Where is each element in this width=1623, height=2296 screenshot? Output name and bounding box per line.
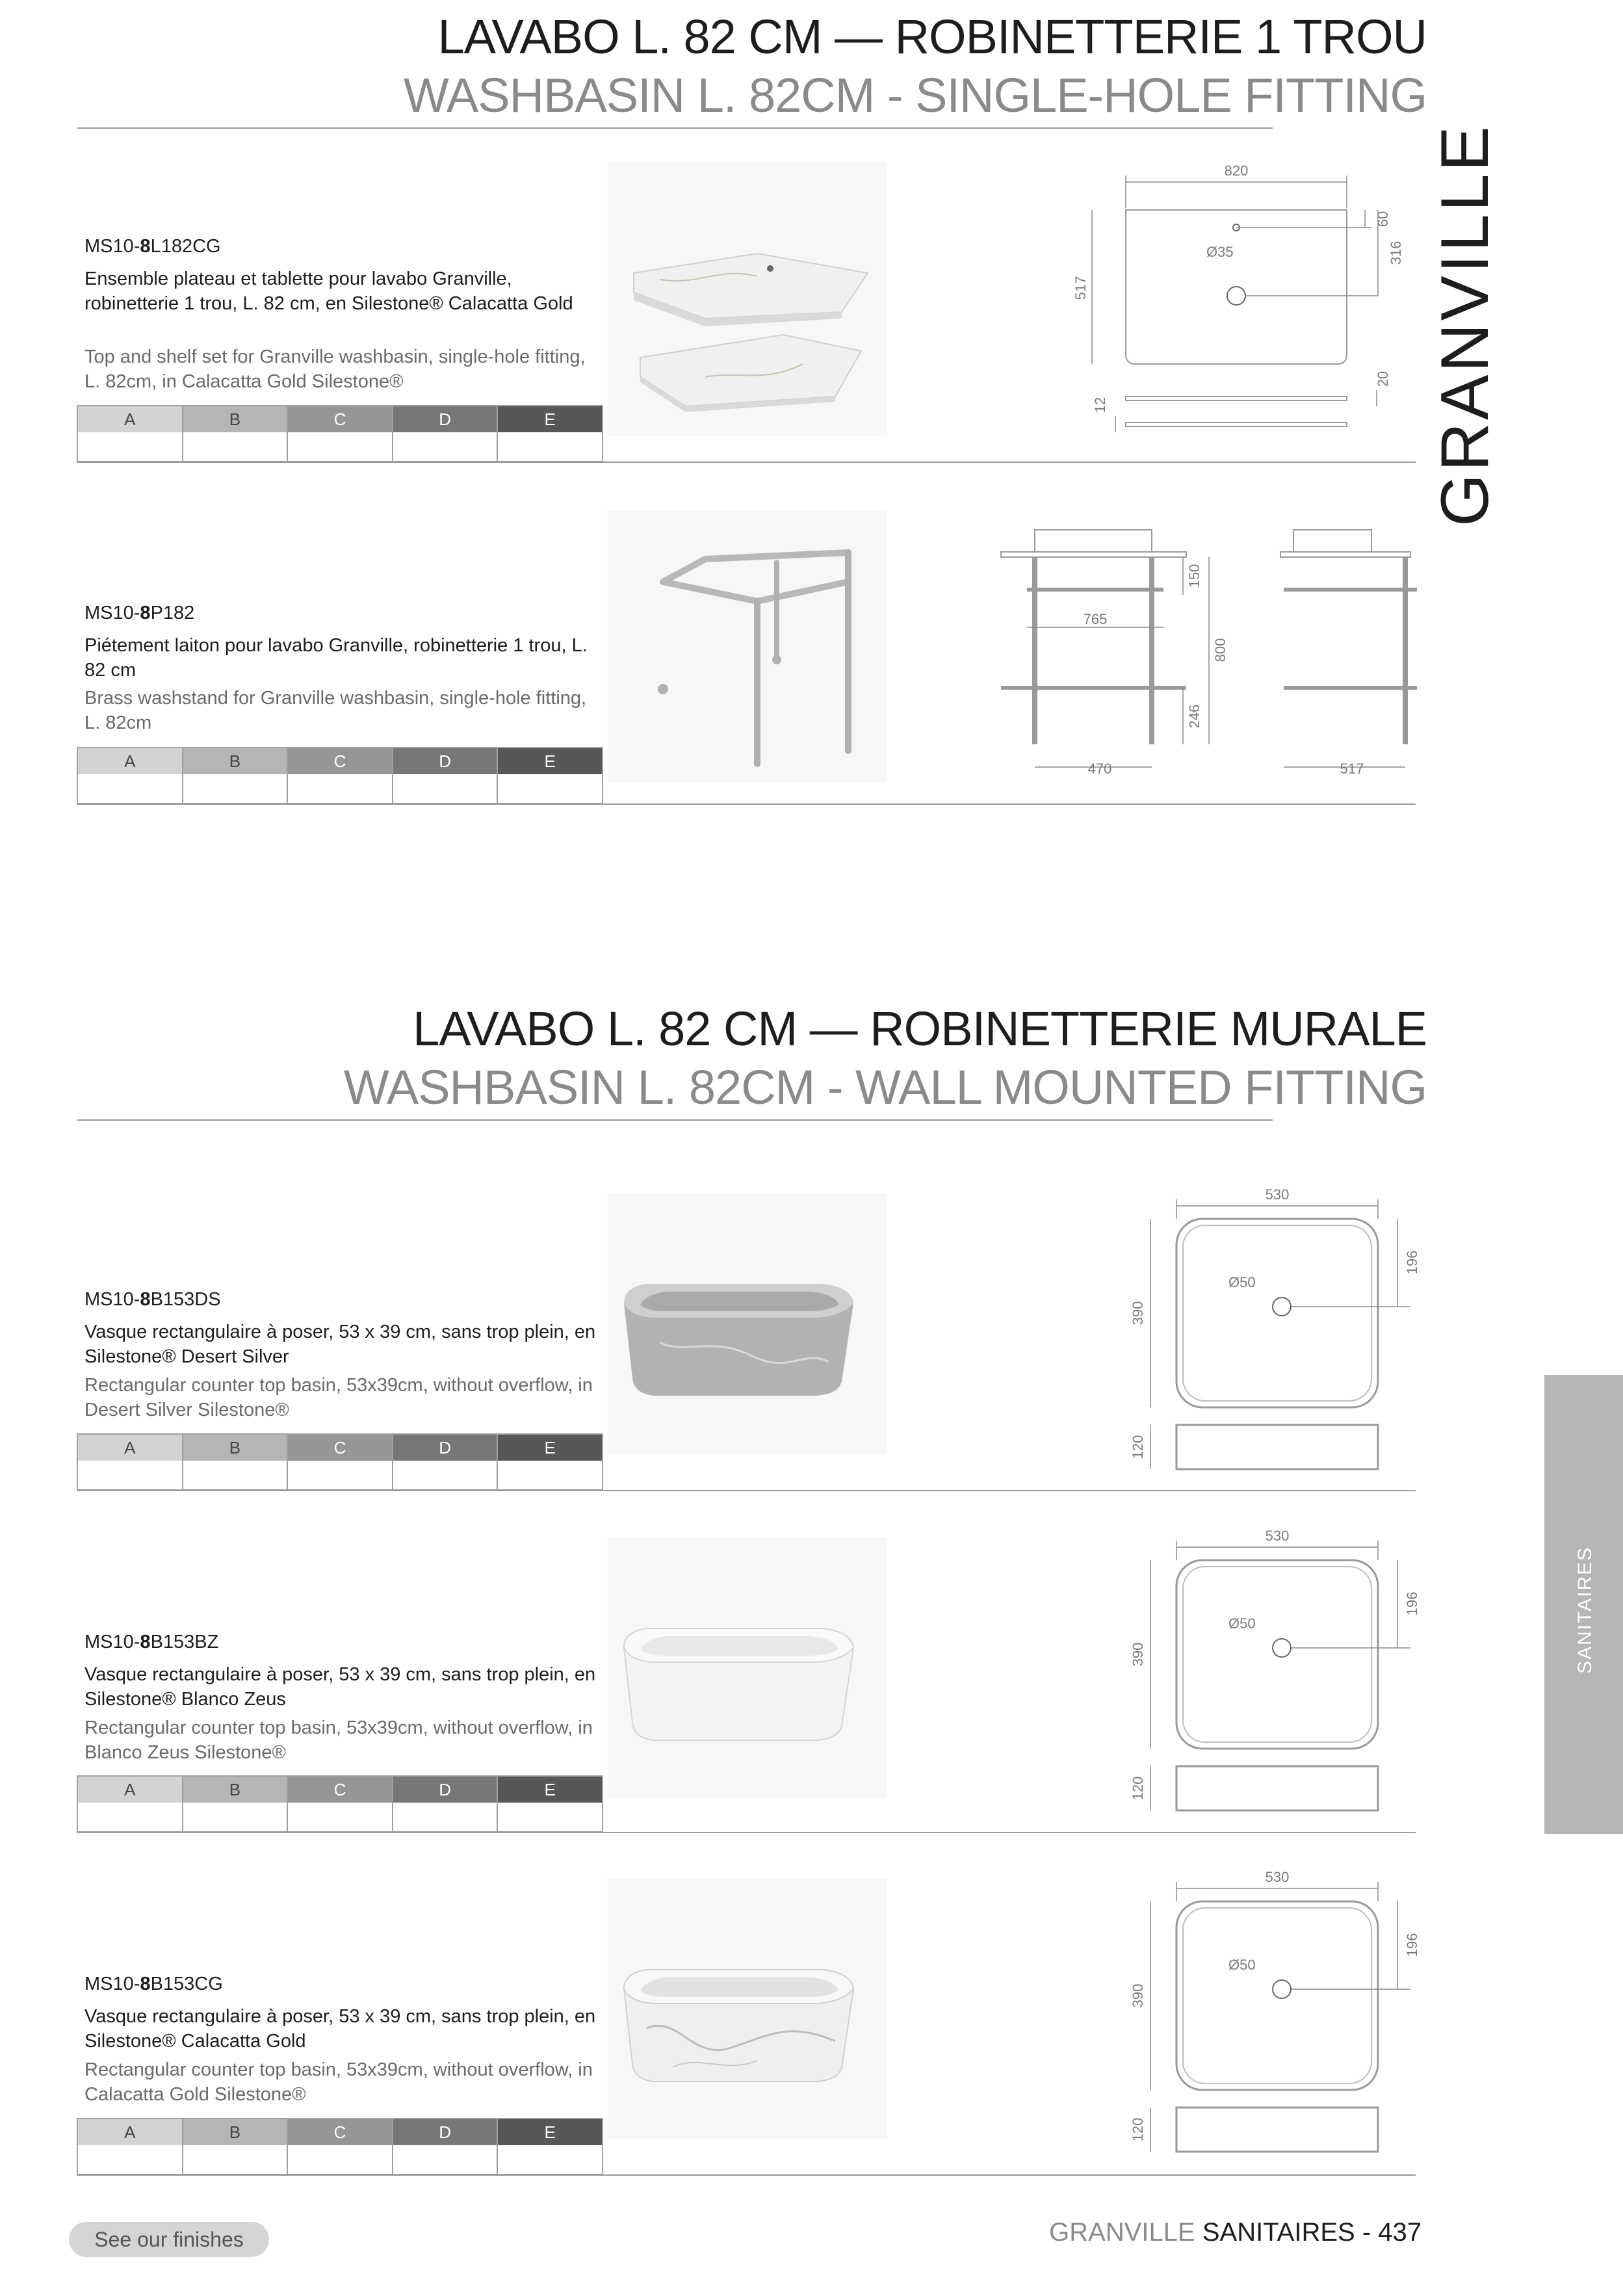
title-divider bbox=[77, 1119, 1273, 1121]
finish-cell[interactable] bbox=[183, 774, 287, 803]
section-title-fr: LAVABO L. 82 CM — ROBINETTERIE MURALE bbox=[413, 1002, 1427, 1056]
product-description-en: Rectangular counter top basin, 53x39cm, without overflow, in Calacatta Gold Silestone® bbox=[84, 2059, 593, 2105]
finish-cell[interactable] bbox=[288, 2145, 392, 2174]
finish-header: C bbox=[288, 2119, 392, 2145]
finish-cell[interactable] bbox=[78, 2145, 182, 2174]
technical-drawing bbox=[1066, 159, 1404, 439]
product-sku: MS10-8B153CG bbox=[84, 1974, 223, 1994]
finish-table bbox=[77, 1433, 603, 1491]
finish-cell[interactable] bbox=[498, 1803, 602, 1831]
product-photo bbox=[608, 1879, 887, 2139]
dim-drain: Ø50 bbox=[1228, 1615, 1256, 1632]
finish-cell[interactable] bbox=[498, 2145, 602, 2174]
finish-header: E bbox=[498, 1777, 602, 1803]
section-title-en: WASHBASIN L. 82CM - SINGLE-HOLE FITTING bbox=[403, 68, 1427, 122]
dim-center: 196 bbox=[1404, 1250, 1420, 1275]
section-title-en: WASHBASIN L. 82CM - WALL MOUNTED FITTING bbox=[343, 1060, 1427, 1114]
finish-cell[interactable] bbox=[393, 774, 497, 803]
finish-header: C bbox=[288, 406, 392, 432]
finish-header: C bbox=[288, 1435, 392, 1461]
dim-depth: 390 bbox=[1130, 1301, 1146, 1325]
finish-cell[interactable] bbox=[78, 1461, 182, 1489]
finish-cell[interactable] bbox=[393, 2145, 497, 2174]
finish-cell[interactable] bbox=[393, 1461, 497, 1489]
product-photo bbox=[608, 1537, 887, 1797]
row-divider bbox=[77, 803, 1416, 805]
finish-header: A bbox=[78, 1777, 182, 1803]
finish-table bbox=[77, 747, 603, 804]
finish-cell[interactable] bbox=[393, 432, 497, 461]
finish-cell[interactable] bbox=[183, 1803, 287, 1831]
finish-header: D bbox=[393, 2119, 497, 2145]
product-description-fr: Vasque rectangulaire à poser, 53 x 39 cm, sans trop plein, en Silestone® Desert Silver bbox=[84, 1322, 596, 1367]
finish-header: A bbox=[78, 1435, 182, 1461]
finish-header: A bbox=[78, 406, 182, 432]
product-description-en: Rectangular counter top basin, 53x39cm, without overflow, in Desert Silver Silestone® bbox=[84, 1375, 593, 1420]
dim-center: 196 bbox=[1404, 1933, 1420, 1957]
technical-drawing bbox=[1111, 1183, 1436, 1482]
finish-header: A bbox=[78, 748, 182, 774]
dim-shelf-thick: 12 bbox=[1092, 397, 1108, 413]
technical-drawing bbox=[1111, 1866, 1436, 2165]
product-photo bbox=[608, 163, 887, 436]
dim-hole: Ø35 bbox=[1206, 244, 1234, 260]
product-sku: MS10-8B153BZ bbox=[84, 1632, 219, 1652]
finish-header: D bbox=[393, 748, 497, 774]
footer-section: SANITAIRES bbox=[1202, 2218, 1355, 2247]
dim-drain: Ø50 bbox=[1228, 1957, 1256, 1973]
dim-depth: 390 bbox=[1130, 1983, 1146, 2008]
dim-width: 530 bbox=[1265, 1869, 1290, 1885]
row-divider bbox=[77, 1832, 1416, 1833]
product-description-fr: Vasque rectangulaire à poser, 53 x 39 cm, sans trop plein, en Silestone® Blanco Zeus bbox=[84, 1664, 596, 1710]
dim-inner: 765 bbox=[1083, 611, 1108, 627]
row-divider bbox=[77, 1490, 1416, 1491]
finish-header: A bbox=[78, 2119, 182, 2145]
finish-cell[interactable] bbox=[498, 1461, 602, 1489]
finish-cell[interactable] bbox=[183, 432, 287, 461]
product-photo bbox=[608, 1193, 887, 1453]
product-description-fr: Vasque rectangulaire à poser, 53 x 39 cm, sans trop plein, en Silestone® Calacatta Gold bbox=[84, 2006, 596, 2052]
finish-table bbox=[77, 1775, 603, 1833]
finish-header: B bbox=[183, 1435, 287, 1461]
finish-header: D bbox=[393, 1777, 497, 1803]
side-tab-label: SANITAIRES bbox=[1574, 1546, 1596, 1674]
finish-cell[interactable] bbox=[78, 432, 182, 461]
finish-header: E bbox=[498, 2119, 602, 2145]
dim-height: 120 bbox=[1130, 1435, 1146, 1459]
product-sku: MS10-8B153DS bbox=[84, 1289, 221, 1310]
dim-drain: Ø50 bbox=[1228, 1274, 1256, 1290]
finish-cell[interactable] bbox=[288, 1461, 392, 1489]
finish-cell[interactable] bbox=[288, 432, 392, 461]
technical-drawing bbox=[988, 507, 1430, 793]
finish-table bbox=[77, 2118, 603, 2175]
dim-width: 820 bbox=[1224, 163, 1249, 179]
technical-drawing bbox=[1111, 1524, 1436, 1823]
finish-header: D bbox=[393, 406, 497, 432]
finish-cell[interactable] bbox=[78, 774, 182, 803]
dim-width: 530 bbox=[1265, 1186, 1290, 1203]
dim-hole-offset: 60 bbox=[1375, 211, 1391, 228]
page-footer bbox=[1049, 2218, 1422, 2247]
finish-header: E bbox=[498, 406, 602, 432]
finish-header: C bbox=[288, 1777, 392, 1803]
finish-cell[interactable] bbox=[78, 1803, 182, 1831]
dim-depth: 517 bbox=[1072, 276, 1089, 300]
finish-header: E bbox=[498, 748, 602, 774]
finish-cell[interactable] bbox=[393, 1803, 497, 1831]
finish-cell[interactable] bbox=[288, 1803, 392, 1831]
product-photo bbox=[608, 510, 887, 783]
side-brand: GRANVILLE bbox=[1427, 124, 1503, 527]
row-divider bbox=[77, 2174, 1416, 2176]
finish-header: B bbox=[183, 1777, 287, 1803]
product-description-en: Brass washstand for Granville washbasin, single-hole fitting, L. 82cm bbox=[84, 688, 587, 733]
product-description-fr: Ensemble plateau et tablette pour lavabo Granville, robinetterie 1 trou, L. 82 cm, en Silestone® Calacatta Gold bbox=[84, 268, 573, 314]
dim-height: 120 bbox=[1130, 1776, 1146, 1801]
dim-width: 530 bbox=[1265, 1528, 1290, 1544]
dim-height: 800 bbox=[1212, 638, 1228, 662]
dim-front: 470 bbox=[1087, 761, 1112, 777]
finish-table bbox=[77, 405, 603, 462]
dim-depth: 390 bbox=[1130, 1642, 1146, 1667]
dim-top: 150 bbox=[1186, 564, 1202, 588]
finish-cell[interactable] bbox=[183, 1461, 287, 1489]
title-divider bbox=[77, 127, 1273, 129]
product-description-en: Top and shelf set for Granville washbasin, single-hole fitting, L. 82cm, in Calacatta Gold Silestone® bbox=[84, 346, 586, 392]
dim-shelf: 246 bbox=[1186, 704, 1202, 729]
finish-header: D bbox=[393, 1435, 497, 1461]
product-description-en: Rectangular counter top basin, 53x39cm, without overflow, in Blanco Zeus Silestone® bbox=[84, 1717, 593, 1763]
product-sku: MS10-8P182 bbox=[84, 603, 195, 623]
dim-side: 517 bbox=[1340, 761, 1364, 777]
finish-cell[interactable] bbox=[498, 774, 602, 803]
section-title-fr: LAVABO L. 82 CM — ROBINETTERIE 1 TROU bbox=[437, 10, 1427, 64]
dim-center: 196 bbox=[1404, 1591, 1420, 1616]
dim-center: 316 bbox=[1388, 241, 1404, 265]
dim-height: 120 bbox=[1130, 2117, 1146, 2142]
finish-header: B bbox=[183, 2119, 287, 2145]
row-divider bbox=[77, 462, 1416, 463]
product-sku: MS10-8L182CG bbox=[84, 236, 221, 257]
see-finishes-button[interactable]: See our finishes bbox=[69, 2222, 269, 2257]
finish-header: B bbox=[183, 748, 287, 774]
footer-brand: GRANVILLE bbox=[1049, 2218, 1195, 2247]
page-number: - 437 bbox=[1362, 2218, 1422, 2247]
finish-cell[interactable] bbox=[498, 432, 602, 461]
finish-cell[interactable] bbox=[183, 2145, 287, 2174]
finish-header: E bbox=[498, 1435, 602, 1461]
product-description-fr: Piétement laiton pour lavabo Granville, robinetterie 1 trou, L. 82 cm bbox=[84, 635, 588, 681]
finish-header: B bbox=[183, 406, 287, 432]
dim-top-thick: 20 bbox=[1375, 371, 1391, 387]
finish-cell[interactable] bbox=[288, 774, 392, 803]
finish-header: C bbox=[288, 748, 392, 774]
